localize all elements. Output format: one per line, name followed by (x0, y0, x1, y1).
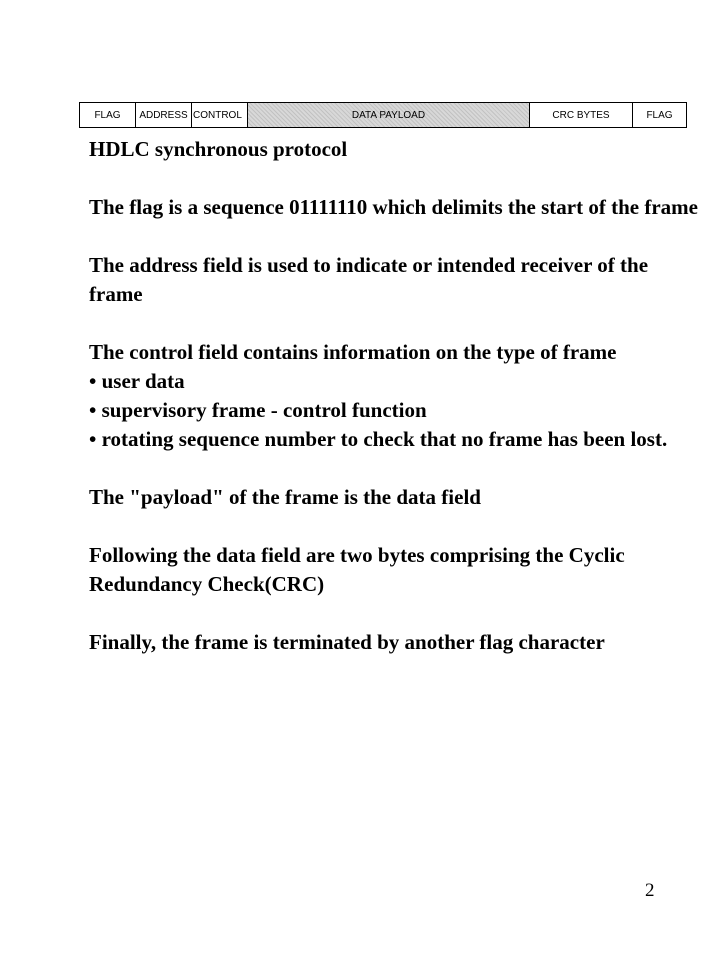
paragraph-crc: Following the data field are two bytes comprising the Cyclic Redundancy Check(CRC) (89, 543, 625, 596)
slide-content (89, 135, 699, 657)
paragraph-final: Finally, the frame is terminated by another flag character (89, 630, 605, 654)
paragraph-flag: The flag is a sequence 01111110 which delimits the start of the frame (89, 195, 698, 219)
bullet-item: • rotating sequence number to check that no frame has been lost. (89, 427, 668, 451)
frame-field-flag-start: FLAG (80, 103, 136, 127)
frame-field-address: ADDRESS (136, 103, 192, 127)
bullet-item: • user data (89, 369, 185, 393)
paragraph-address: The address field is used to indicate or intended receiver of the frame (89, 253, 649, 306)
paragraph-control: The control field contains information on the type of frame (89, 340, 617, 364)
frame-field-crc: CRC BYTES (530, 103, 633, 127)
hdlc-frame-diagram (79, 102, 687, 128)
bullet-item: • supervisory frame - control function (89, 398, 427, 422)
frame-field-payload: DATA PAYLOAD (248, 103, 530, 127)
paragraph-payload: The "payload" of the frame is the data field (89, 485, 481, 509)
page-number: 2 (645, 880, 655, 901)
frame-field-flag-end: FLAG (646, 109, 673, 121)
slide-title: HDLC synchronous protocol (89, 137, 348, 161)
frame-field-control: CONTROL (192, 103, 248, 127)
